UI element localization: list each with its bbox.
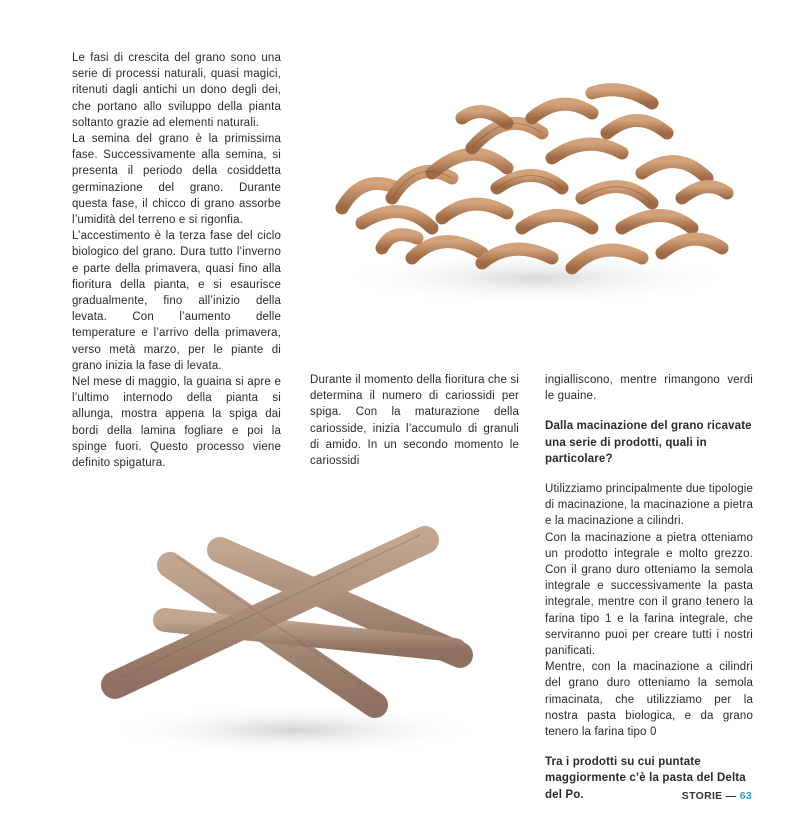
paragraph: Le fasi di crescita del grano sono una serie di processi naturali, quasi magici, ritenuti dagli antichi un dono degli dei, che portano allo sviluppo della pianta soltanto grazie ad elementi naturali. xyxy=(72,52,281,129)
paragraph: ingialliscono, mentre rimangono verdi le guaine. xyxy=(545,374,753,403)
paragraph: Con la macinazione a pietra otteniamo un prodotto integrale e molto grezzo. Con il grano duro otteniamo la semola integrale e successivamente la pasta integrale, mentre con il grano tenero la farina tipo 1 e la farina integrale, che serviranno puoi per creare tutti i nostri panificati. xyxy=(545,531,753,658)
text-column-1 xyxy=(72,50,281,471)
interview-question: Dalla macinazione del grano ricavate una serie di prodotti, quali in particolare? xyxy=(545,420,752,465)
paragraph: L’accestimento è la terza fase del ciclo biologico del grano. Dura tutto l’inverno e parte della primavera, quasi fino alla fioritura della pianta, e si esaurisce gradualmente, fino all’inizio della levata. Con l’aumento delle temperature e l’arrivo della primavera, verso metà marzo, per le piante di grano inizia la fase di levata. xyxy=(72,230,281,372)
text-column-2 xyxy=(310,372,519,469)
paragraph: Mentre, con la macinazione a cilindri del grano duro otteniamo la semola rimacinata, che utilizziamo per la nostra pasta biologica, e da grano tenero la farina tipo 0 xyxy=(545,661,753,739)
section-label: STORIE — xyxy=(681,790,737,802)
text-column-3 xyxy=(545,372,753,803)
paragraph: Utilizziamo principalmente due tipologie di macinazione, la macinazione a pietra e la macinazione a cilindri. xyxy=(545,483,753,528)
paragraph: Durante il momento della fioritura che si determina il numero di cariossidi per spiga. Con la maturazione della cariosside, inizia l’accumulo di granuli di amido. In un secondo momento le cariossidi xyxy=(310,374,519,468)
paragraph: Nel mese di maggio, la guaina si apre e l’ultimo internodo della pianta si allunga, mostra appena la spiga dai bordi della lamina fogliare e poi la spinge fuori. Questo processo viene definito spigatura. xyxy=(72,376,281,470)
paragraph: La semina del grano è la primissima fase. Successivamente alla semina, si presenta il periodo della cosiddetta germinazione del grano. Durante questa fase, il chicco di grano assorbe l’umidità del terreno e si rigonfia. xyxy=(72,133,281,227)
interview-question: Tra i prodotti su cui puntate maggiormente c’è la pasta del Delta del Po. xyxy=(545,756,746,801)
breadsticks-photo xyxy=(95,505,495,765)
page-number: 63 xyxy=(739,790,752,802)
pasta-photo xyxy=(322,78,742,310)
page-footer xyxy=(682,790,752,802)
